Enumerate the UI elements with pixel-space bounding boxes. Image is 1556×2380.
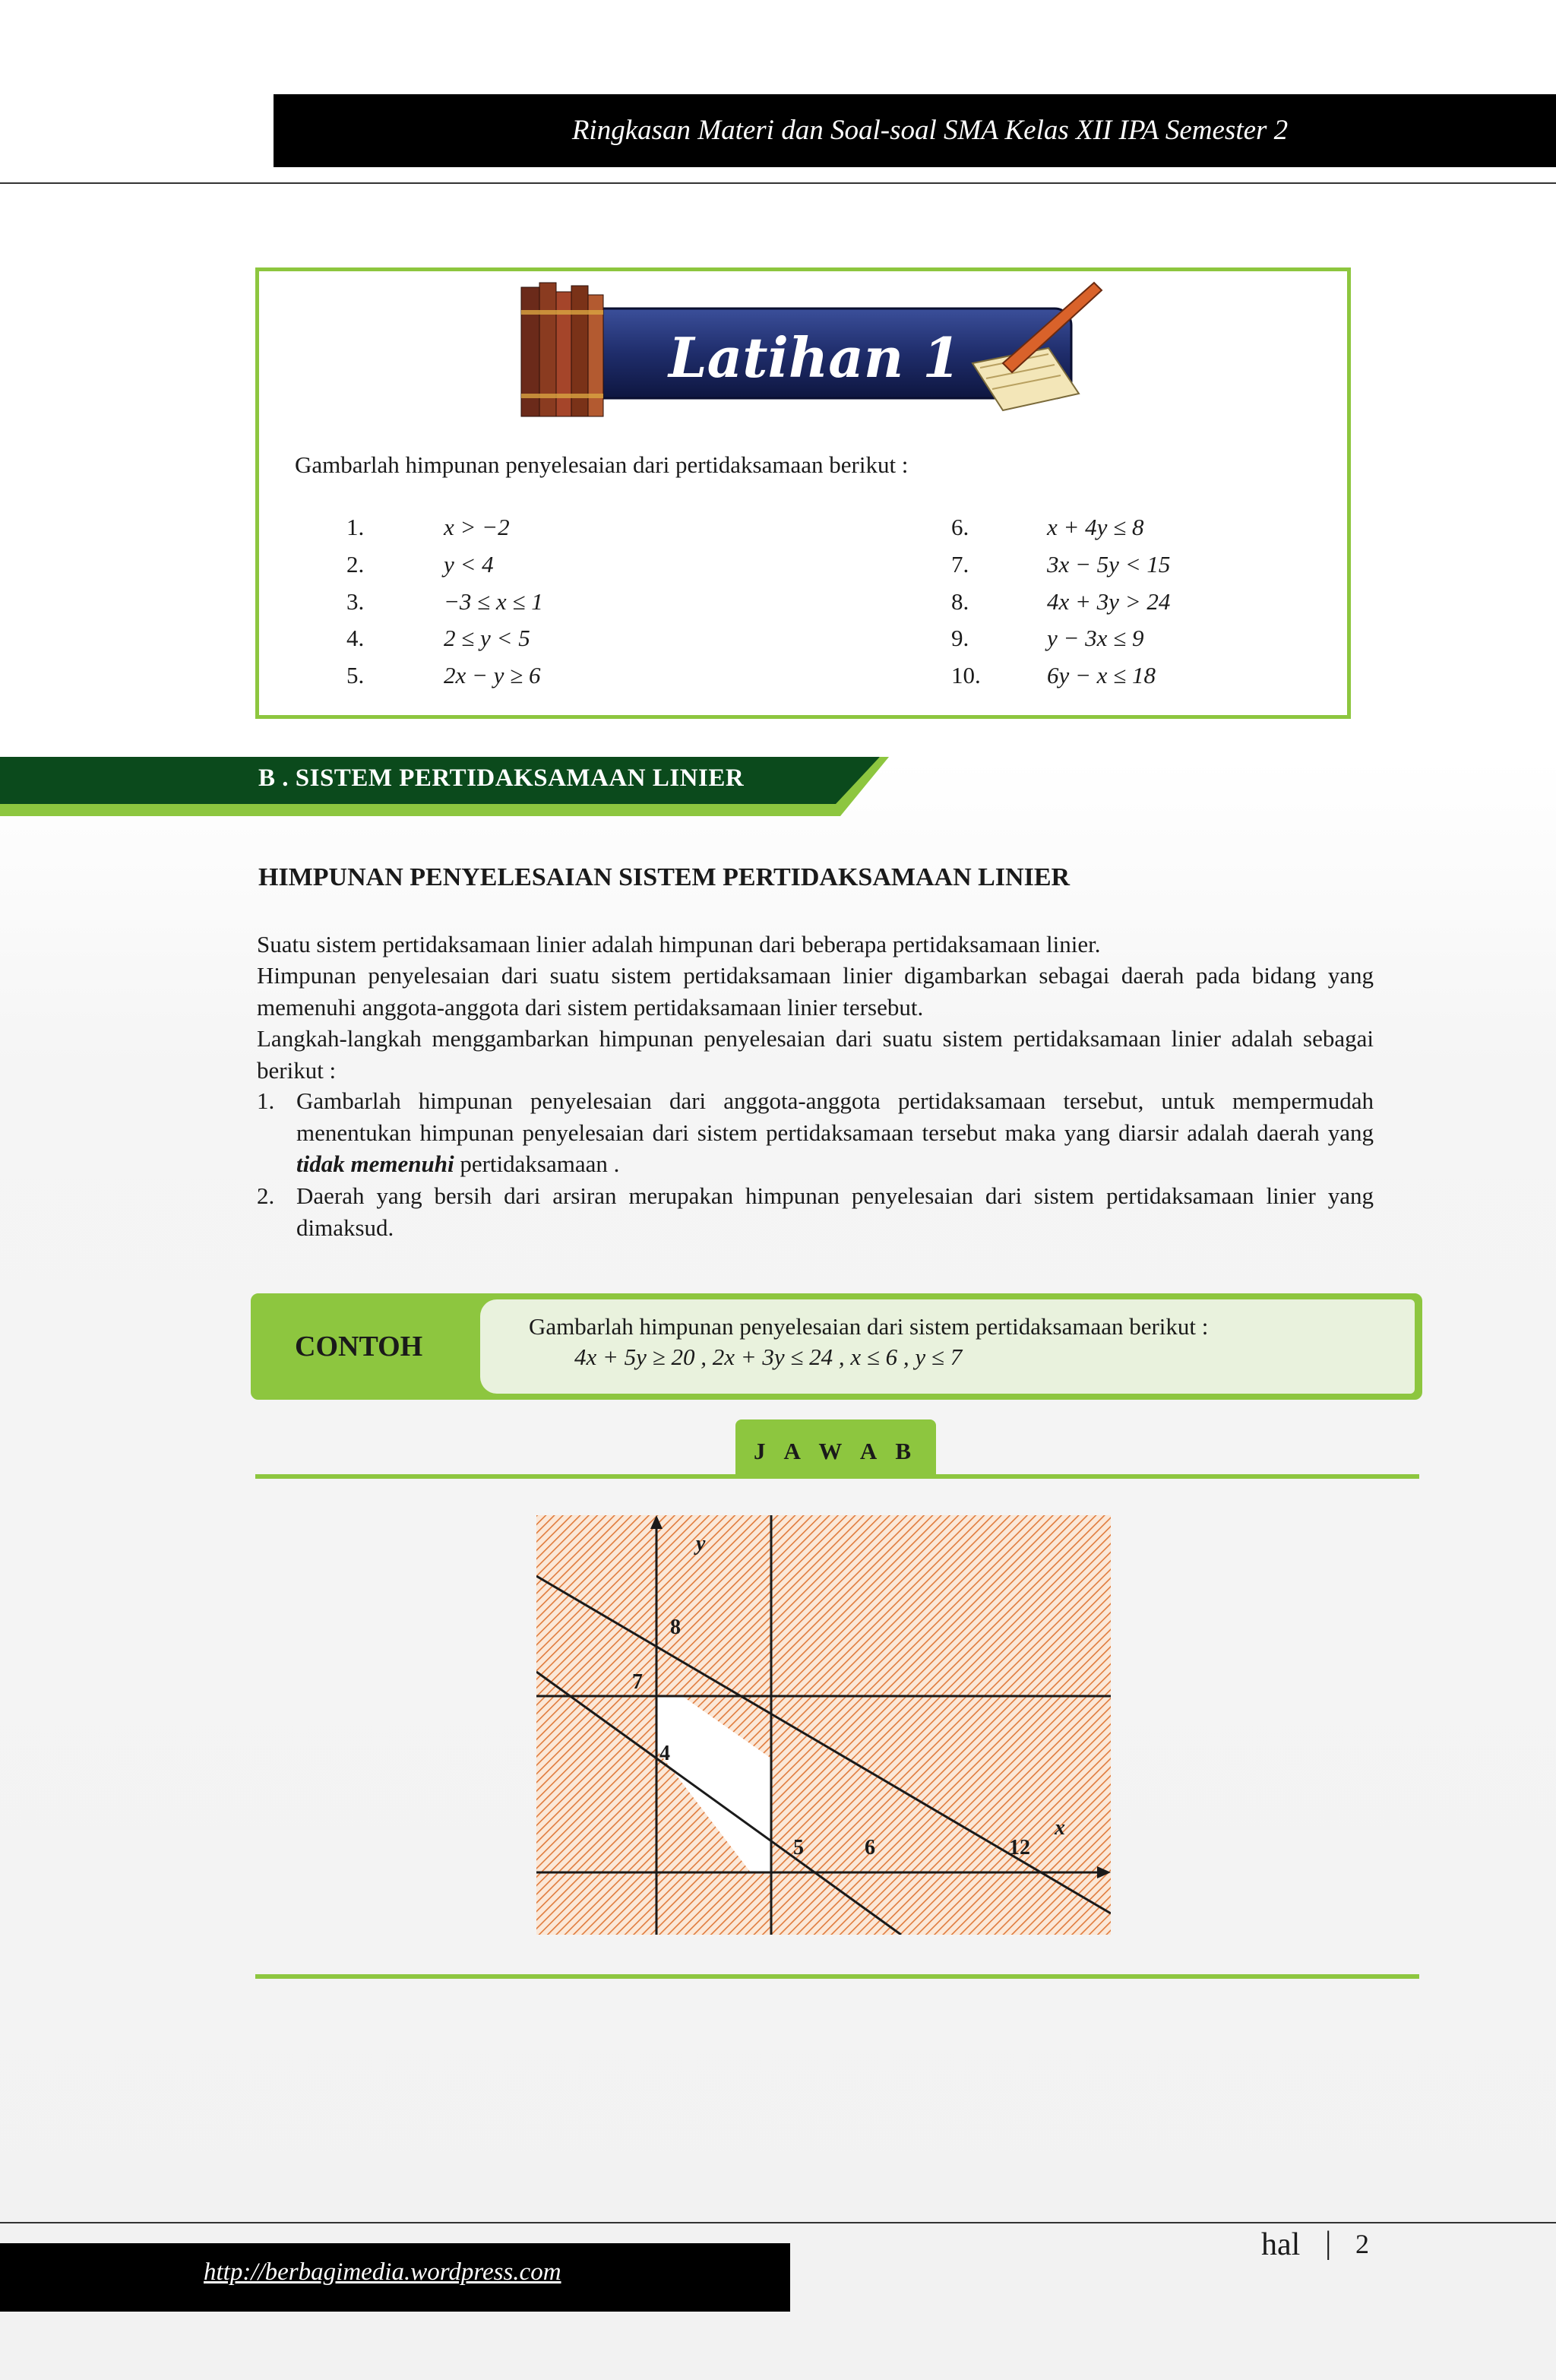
header-title: Ringkasan Materi dan Soal-soal SMA Kelas XII IPA Semester 2 xyxy=(571,115,1289,146)
exercise-expression: y − 3x ≤ 9 xyxy=(1047,625,1144,652)
y-axis-label: y xyxy=(696,1532,706,1556)
step-1-emphasis: tidak memenuhi xyxy=(296,1150,454,1177)
x-axis-label: x xyxy=(1055,1816,1065,1840)
x-tick-label: 5 xyxy=(793,1836,804,1859)
exercise-number: 5. xyxy=(346,662,365,689)
exercise-number: 1. xyxy=(346,514,365,540)
footer-url-link[interactable]: http://berbagimedia.wordpress.com xyxy=(204,2258,561,2286)
header-divider xyxy=(0,182,1556,184)
exercise-expression: 3x − 5y < 15 xyxy=(1047,550,1171,578)
exercise-expression: x + 4y ≤ 8 xyxy=(1047,514,1144,540)
y-tick-label: 7 xyxy=(632,1670,643,1694)
page-separator: | xyxy=(1325,2226,1332,2261)
jawab-bottom-rule xyxy=(255,1974,1419,1979)
footer-divider xyxy=(0,2222,1556,2223)
contoh-label: CONTOH xyxy=(295,1331,423,1362)
exercise-number: 9. xyxy=(951,625,969,652)
exercise-expression: x > −2 xyxy=(444,514,510,540)
exercise-number: 2. xyxy=(346,550,365,578)
step-1-text: Gambarlah himpunan penyelesaian dari anggota-anggota pertidaksamaan tersebut, untuk mempermudah menentukan himpunan penyelesaian dari sistem pertidaksamaan tersebut maka yang diarsir adalah daerah yang tidak memenuhi pertidaksamaan . xyxy=(296,1087,1374,1177)
exercise-expression: −3 ≤ x ≤ 1 xyxy=(444,587,543,615)
contoh-expression: 4x + 5y ≥ 20 , 2x + 3y ≤ 24 , x ≤ 6 , y ≤ 7 xyxy=(574,1343,963,1370)
exercise-number: 6. xyxy=(951,514,969,540)
subheading: HIMPUNAN PENYELESAIAN SISTEM PERTIDAKSAMAAN LINIER xyxy=(258,863,1071,891)
step-2-text: Daerah yang bersih dari arsiran merupakan himpunan penyelesaian dari sistem pertidaksamaan linier yang dimaksud. xyxy=(296,1182,1374,1241)
y-tick-label: 8 xyxy=(670,1616,681,1639)
exercise-expression: 6y − x ≤ 18 xyxy=(1047,662,1156,689)
step-number: 2. xyxy=(257,1182,275,1209)
contoh-text: Gambarlah himpunan penyelesaian dari sistem pertidaksamaan berikut : xyxy=(529,1313,1209,1340)
exercise-expression: 2x − y ≥ 6 xyxy=(444,662,541,689)
paragraph-3: Langkah-langkah menggambarkan himpunan penyelesaian dari suatu sistem pertidaksamaan linier adalah sebagai berikut : xyxy=(257,1025,1374,1084)
section-b-title: B . SISTEM PERTIDAKSAMAAN LINIER xyxy=(258,764,745,792)
paragraph-2: Himpunan penyelesaian dari suatu sistem pertidaksamaan linier digambarkan sebagai daerah pada bidang yang memenuhi anggota-anggota dari sistem pertidaksamaan linier tersebut. xyxy=(257,962,1374,1021)
x-tick-label: 12 xyxy=(1009,1836,1030,1859)
page-number: 2 xyxy=(1355,2229,1369,2259)
latihan-intro: Gambarlah himpunan penyelesaian dari pertidaksamaan berikut : xyxy=(295,451,909,478)
solution-graph xyxy=(536,1515,1111,1935)
exercise-number: 10. xyxy=(951,662,981,689)
x-tick-label: 6 xyxy=(865,1836,875,1859)
exercise-expression: 2 ≤ y < 5 xyxy=(444,625,530,652)
exercise-number: 3. xyxy=(346,587,365,615)
books-icon xyxy=(521,283,603,416)
y-tick-label: 4 xyxy=(659,1742,670,1765)
exercise-number: 8. xyxy=(951,587,969,615)
exercise-number: 4. xyxy=(346,625,365,652)
step-number: 1. xyxy=(257,1087,275,1114)
paragraph-1: Suatu sistem pertidaksamaan linier adalah himpunan dari beberapa pertidaksamaan linier. xyxy=(257,931,1101,957)
page-label: hal xyxy=(1261,2227,1301,2262)
latihan-banner xyxy=(517,280,1109,424)
jawab-label: J A W A B xyxy=(754,1438,918,1464)
jawab-top-rule xyxy=(255,1474,1419,1479)
exercise-expression: 4x + 3y > 24 xyxy=(1047,587,1171,615)
exercise-number: 7. xyxy=(951,550,969,578)
latihan-banner-title: Latihan 1 xyxy=(669,325,961,390)
exercise-expression: y < 4 xyxy=(444,550,494,578)
